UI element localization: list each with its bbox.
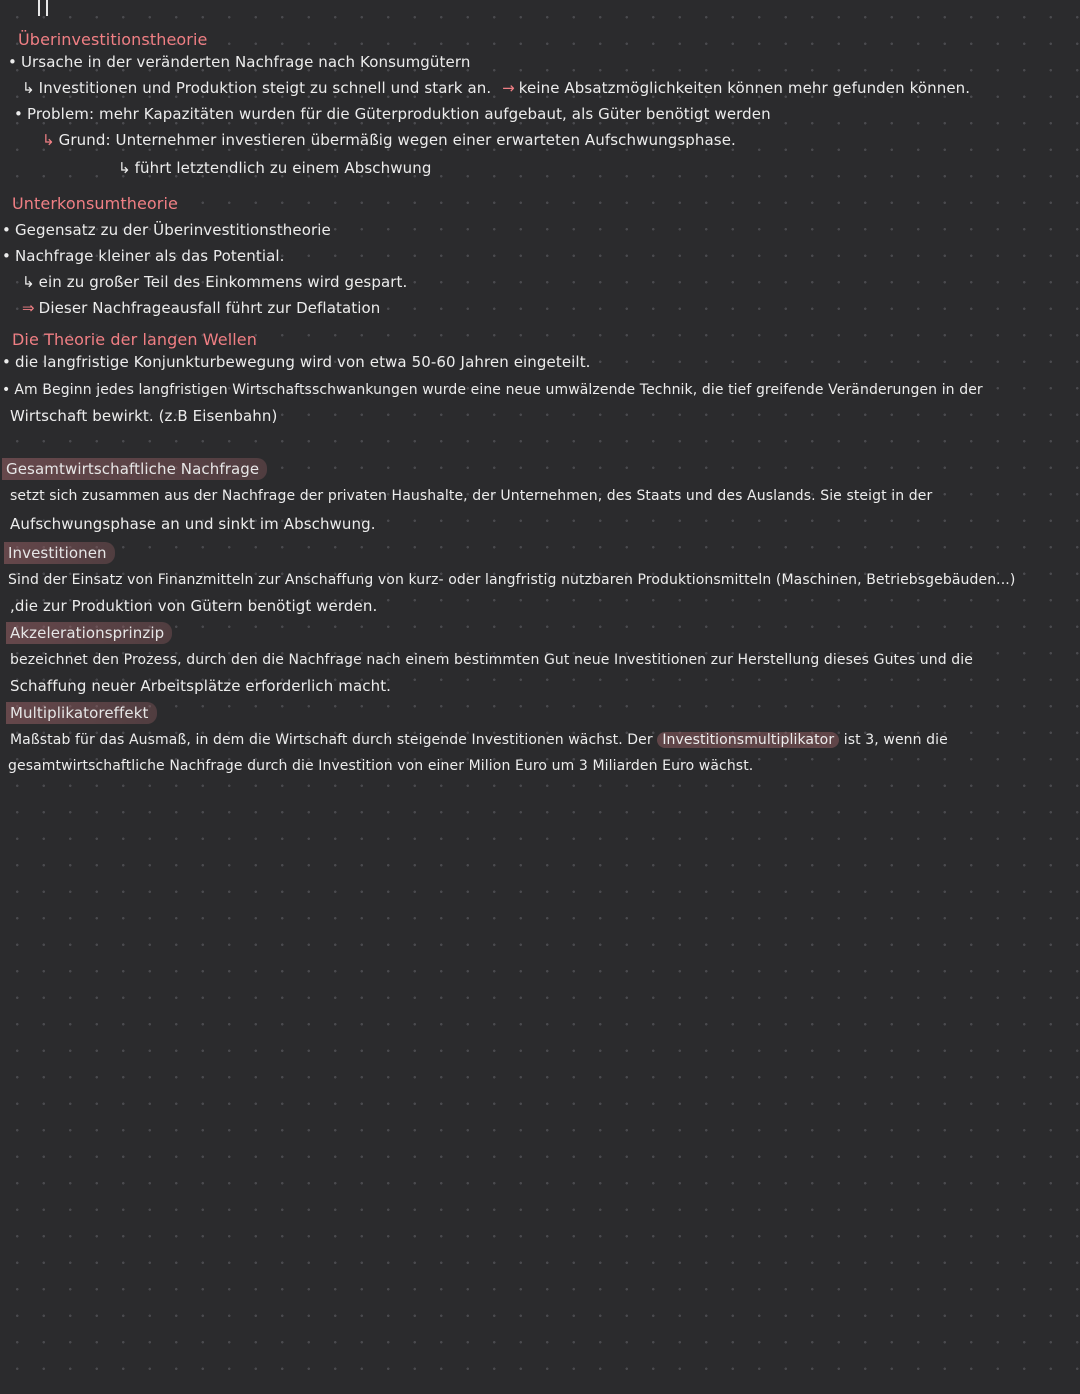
- section-title: Investitionen: [4, 542, 115, 564]
- text-line: [14, 104, 771, 124]
- hook-arrow-icon: ↳: [22, 273, 35, 291]
- text: Nachfrage kleiner als das Potential.: [14, 247, 285, 265]
- text-line: [42, 130, 736, 150]
- text: ist 3, wenn die: [843, 732, 948, 748]
- text-line: [10, 730, 948, 750]
- hook-arrow-icon: ↳: [22, 79, 35, 97]
- text: ein zu großer Teil des Einkommens wird gespart.: [38, 273, 408, 291]
- bullet-icon: •: [2, 247, 11, 265]
- text: die langfristige Konjunkturbewegung wird von etwa 50-60 Jahren eingeteilt.: [14, 353, 591, 371]
- text-line: Schaffung neuer Arbeitsplätze erforderlich macht.: [10, 677, 392, 695]
- margin-lines: [38, 0, 50, 16]
- arrow-right-icon: →: [502, 79, 515, 97]
- text-line: [8, 52, 470, 72]
- text: Dieser Nachfrageausfall führt zur Deflatation: [38, 299, 381, 317]
- text: Am Beginn jedes langfristigen Wirtschaftsschwankungen wurde eine neue umwälzende Technik, die tief greifende Veränderungen in der: [14, 382, 983, 398]
- bullet-icon: •: [2, 382, 11, 398]
- hook-arrow-icon: ↳: [42, 131, 55, 149]
- text-line: [2, 220, 331, 240]
- text: Maßstab für das Ausmaß, in dem die Wirtschaft durch steigende Investitionen wächst. Der: [10, 732, 653, 748]
- text-line: [2, 352, 591, 372]
- bullet-icon: •: [2, 221, 11, 239]
- text-line: Aufschwungsphase an und sinkt im Abschwung.: [10, 515, 376, 533]
- text-line: Sind der Einsatz von Finanzmitteln zur Anschaffung von kurz- oder langfristig nutzbaren Produktionsmitteln (Maschinen, Betriebsgebäuden...): [8, 572, 1016, 588]
- text-line: setzt sich zusammen aus der Nachfrage der privaten Haushalte, der Unternehmen, des Staats und des Auslands. Sie steigt in der: [10, 488, 933, 504]
- bullet-icon: •: [2, 353, 11, 371]
- text-line: Wirtschaft bewirkt. (z.B Eisenbahn): [10, 407, 278, 425]
- bullet-icon: •: [14, 105, 23, 123]
- section-title: Die Theorie der langen Wellen: [12, 330, 257, 349]
- text: keine Absatzmöglichkeiten können mehr gefunden können.: [518, 79, 971, 97]
- highlighted-term: Investitionsmultiplikator: [657, 732, 839, 748]
- bullet-icon: •: [8, 53, 17, 71]
- text: Ursache in der veränderten Nachfrage nach Konsumgütern: [20, 53, 471, 71]
- text: Grund: Unternehmer investieren übermäßig wegen einer erwarteten Aufschwungsphase.: [58, 131, 736, 149]
- text-line: gesamtwirtschaftliche Nachfrage durch die Investition von einer Milion Euro um 3 Miliarden Euro wächst.: [8, 758, 754, 774]
- text: führt letztendlich zu einem Abschwung: [134, 159, 432, 177]
- text-line: [22, 272, 407, 292]
- hook-arrow-icon: ↳: [118, 159, 131, 177]
- text-line: ,die zur Produktion von Gütern benötigt werden.: [10, 597, 378, 615]
- text-line: bezeichnet den Prozess, durch den die Nachfrage nach einem bestimmten Gut neue Investitionen zur Herstellung dieses Gutes und die: [10, 652, 973, 668]
- section-title: Überinvestitionstheorie: [18, 30, 208, 49]
- text-line: [22, 78, 970, 98]
- text: Gegensatz zu der Überinvestitionstheorie: [14, 221, 331, 239]
- text-line: [2, 380, 983, 400]
- section-title: Gesamtwirtschaftliche Nachfrage: [2, 458, 267, 480]
- text: Problem: mehr Kapazitäten wurden für die Güterproduktion aufgebaut, als Güter benötigt werden: [26, 105, 771, 123]
- section-title: Unterkonsumtheorie: [12, 194, 178, 213]
- text-line: [118, 158, 431, 178]
- text-line: [2, 246, 285, 266]
- text-line: [22, 298, 380, 318]
- section-title: Multiplikatoreffekt: [6, 702, 157, 724]
- text: Investitionen und Produktion steigt zu schnell und stark an.: [38, 79, 492, 97]
- section-title: Akzelerationsprinzip: [6, 622, 172, 644]
- double-arrow-icon: ⇒: [22, 299, 35, 317]
